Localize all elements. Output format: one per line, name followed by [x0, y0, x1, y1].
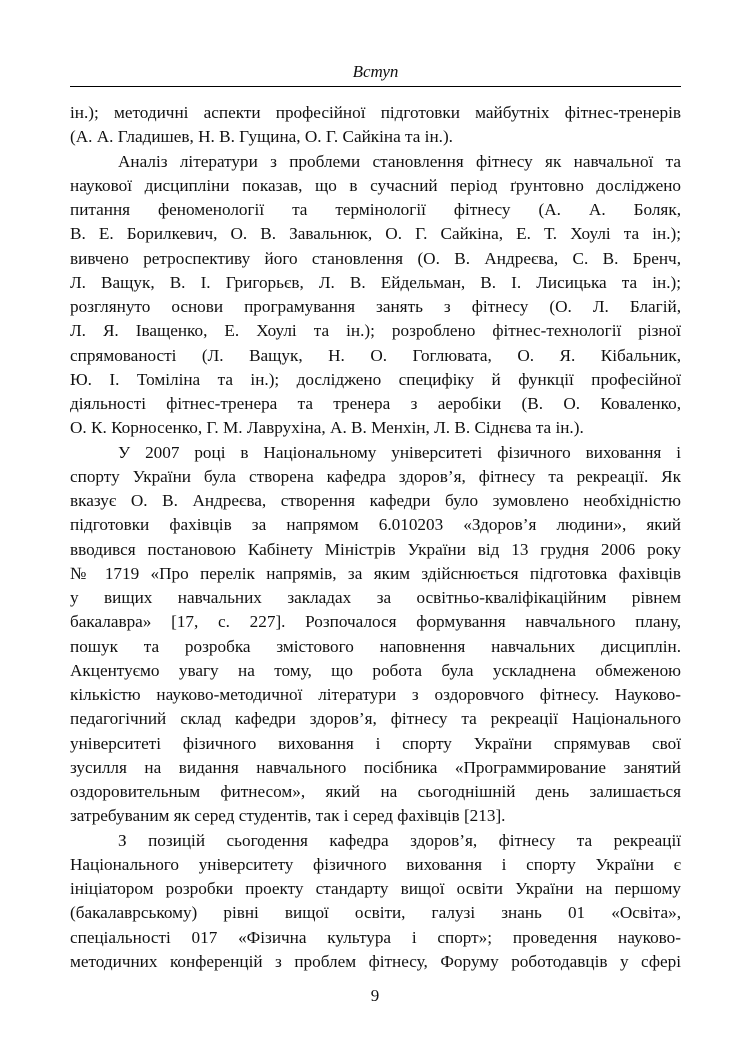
text-line: вводився постановою Кабінету Міністрів України від 13 грудня 2006 року — [70, 539, 681, 559]
running-head: Вступ — [352, 62, 399, 81]
text-line: З позицій сьогодення кафедра здоров’я, фітнесу та рекреації — [118, 830, 681, 850]
text-line: спеціальності 017 «Фізична культура і спорт»; проведення науково- — [70, 927, 681, 947]
text-line: наукової дисципліни показав, що в сучасний період ґрунтовно досліджено — [70, 175, 681, 195]
text-line: питання феноменології та термінології фітнесу (А. А. Боляк, — [70, 200, 681, 219]
text-line: Ю. І. Томіліна та ін.); досліджено специфіку й функції професійної — [70, 369, 681, 389]
text-line: педагогічний склад кафедри здоров’я, фітнесу та рекреації Національного — [70, 709, 681, 729]
text-line: (бакалаврському) рівні вищої освіти, галузі знань 01 «Освіта», — [70, 903, 681, 923]
text-line: спорту України була створена кафедра здоров’я, фітнесу та рекреації. Як — [70, 466, 681, 486]
paragraph — [70, 441, 681, 829]
text-line: ін.); методичні аспекти професійної підготовки майбутніх фітнес-тренерів — [70, 103, 681, 122]
text-line: пошук та розробка змістового наповнення навчальних дисциплін. — [70, 636, 681, 656]
paragraph — [70, 150, 681, 441]
text-line: розглянуто основи програмування занять з фітнесу (О. Л. Благій, — [70, 297, 681, 316]
text-line: оздоровительным фитнесом», який на сьогоднішній день залишається — [70, 782, 681, 801]
text-line: № 1719 «Про перелік напрямів, за яким здійснюється підготовка фахівців — [70, 563, 681, 583]
text-line: зусилля на видання навчального посібника «Программирование занятий — [70, 757, 681, 777]
text-line: Л. Ващук, В. І. Григорьєв, Л. В. Ейдельман, В. І. Лисицька та ін.); — [70, 272, 681, 292]
text-line: затребуваним як серед студентів, так і серед фахівців [213]. — [70, 806, 506, 826]
text-line: підготовки фахівців за напрямом 6.010203 «Здоров’я людини», який — [70, 515, 681, 535]
page-number: 9 — [370, 986, 380, 1005]
body-text — [70, 101, 681, 974]
header-rule — [70, 86, 681, 87]
text-line: вказує О. В. Андреєва, створення кафедри було зумовлено необхідністю — [70, 491, 681, 510]
text-line: Л. Я. Іващенко, Е. Хоулі та ін.); розроблено фітнес-технології різної — [70, 321, 681, 341]
text-line: кількістю науково-методичної літератури з оздоровчого фітнесу. Науково- — [70, 685, 681, 704]
text-line: університеті фізичного виховання і спорту України спрямував свої — [70, 733, 681, 753]
text-line: вивчено ретроспективу його становлення (О. В. Андреєва, С. В. Бренч, — [70, 248, 681, 268]
paragraph — [70, 829, 681, 975]
text-line: у вищих навчальних закладах за освітньо-кваліфікаційним рівнем — [70, 588, 681, 607]
text-line: В. Е. Борилкевич, О. В. Завальнюк, О. Г. Сайкіна, Е. Т. Хоулі та ін.); — [70, 224, 681, 244]
text-line: Акцентуємо увагу на тому, що робота була ускладнена обмеженою — [70, 660, 681, 680]
text-line: (А. А. Гладишев, Н. В. Гущина, О. Г. Сайкіна та ін.). — [70, 127, 453, 147]
text-line: ініціатором розробки проекту стандарту вищої освіти України на першому — [70, 879, 681, 898]
paragraph — [70, 101, 681, 150]
text-line: Аналіз літератури з проблеми становлення фітнесу як навчальної та — [118, 151, 681, 171]
text-line: У 2007 році в Національному університеті фізичного виховання і — [118, 442, 681, 462]
text-line: Національного університету фізичного виховання і спорту України є — [70, 854, 681, 874]
text-line: спрямованості (Л. Ващук, Н. О. Гоглювата, О. Я. Кібальник, — [70, 345, 681, 365]
text-line: методичних конференцій з проблем фітнесу, Форуму роботодавців у сфері — [70, 951, 681, 971]
text-line: діяльності фітнес-тренера та тренера з аеробіки (В. О. Коваленко, — [70, 394, 681, 413]
text-line: О. К. Корносенко, Г. М. Лаврухіна, А. В. Менхін, Л. В. Сіднєва та ін.). — [70, 418, 584, 438]
text-line: бакалавра» [17, с. 227]. Розпочалося формування навчального плану, — [70, 612, 681, 632]
